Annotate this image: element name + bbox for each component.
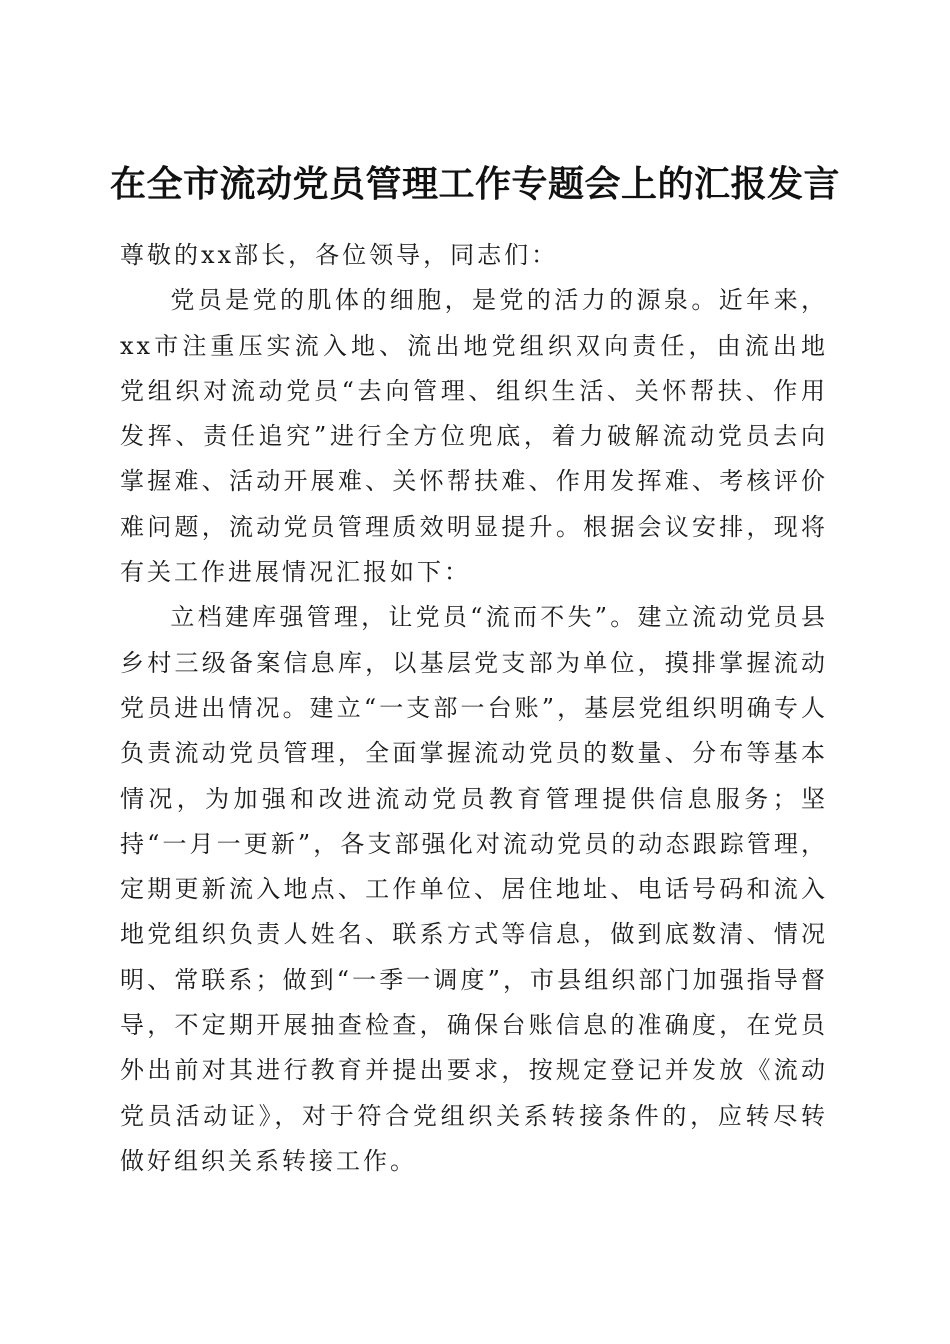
document-body bbox=[120, 233, 828, 1184]
paragraph-archive-management: 立档建库强管理，让党员“流而不失”。建立流动党员县乡村三级备案信息库，以基层党支部为单位，摸排掌握流动党员进出情况。建立“一支部一台账”，基层党组织明确专人负责流动党员管理，全面掌握流动党员的数量、分布等基本情况，为加强和改进流动党员教育管理提供信息服务；坚持“一月一更新”，各支部强化对流动党员的动态跟踪管理，定期更新流入地点、工作单位、居住地址、电话号码和流入地党组织负责人姓名、联系方式等信息，做到底数清、情况明、常联系；做到“一季一调度”，市县组织部门加强指导督导，不定期开展抽查检查，确保台账信息的准确度，在党员外出前对其进行教育并提出要求，按规定登记并发放《流动党员活动证》，对于符合党组织关系转接条件的，应转尽转做好组织关系转接工作。 bbox=[120, 603, 828, 1175]
document-title: 在全市流动党员管理工作专题会上的汇报发言 bbox=[109, 163, 840, 206]
salutation: 尊敬的xx部长，各位领导，同志们： bbox=[120, 241, 559, 269]
paragraph-intro: 党员是党的肌体的细胞，是党的活力的源泉。近年来，xx市注重压实流入地、流出地党组织双向责任，由流出地党组织对流动党员“去向管理、组织生活、关怀帮扶、作用发挥、责任追究”进行全方位兜底，着力破解流动党员去向掌握难、活动开展难、关怀帮扶难、作用发挥难、考核评价难问题，流动党员管理质效明显提升。根据会议安排，现将有关工作进展情况汇报如下： bbox=[120, 286, 828, 587]
